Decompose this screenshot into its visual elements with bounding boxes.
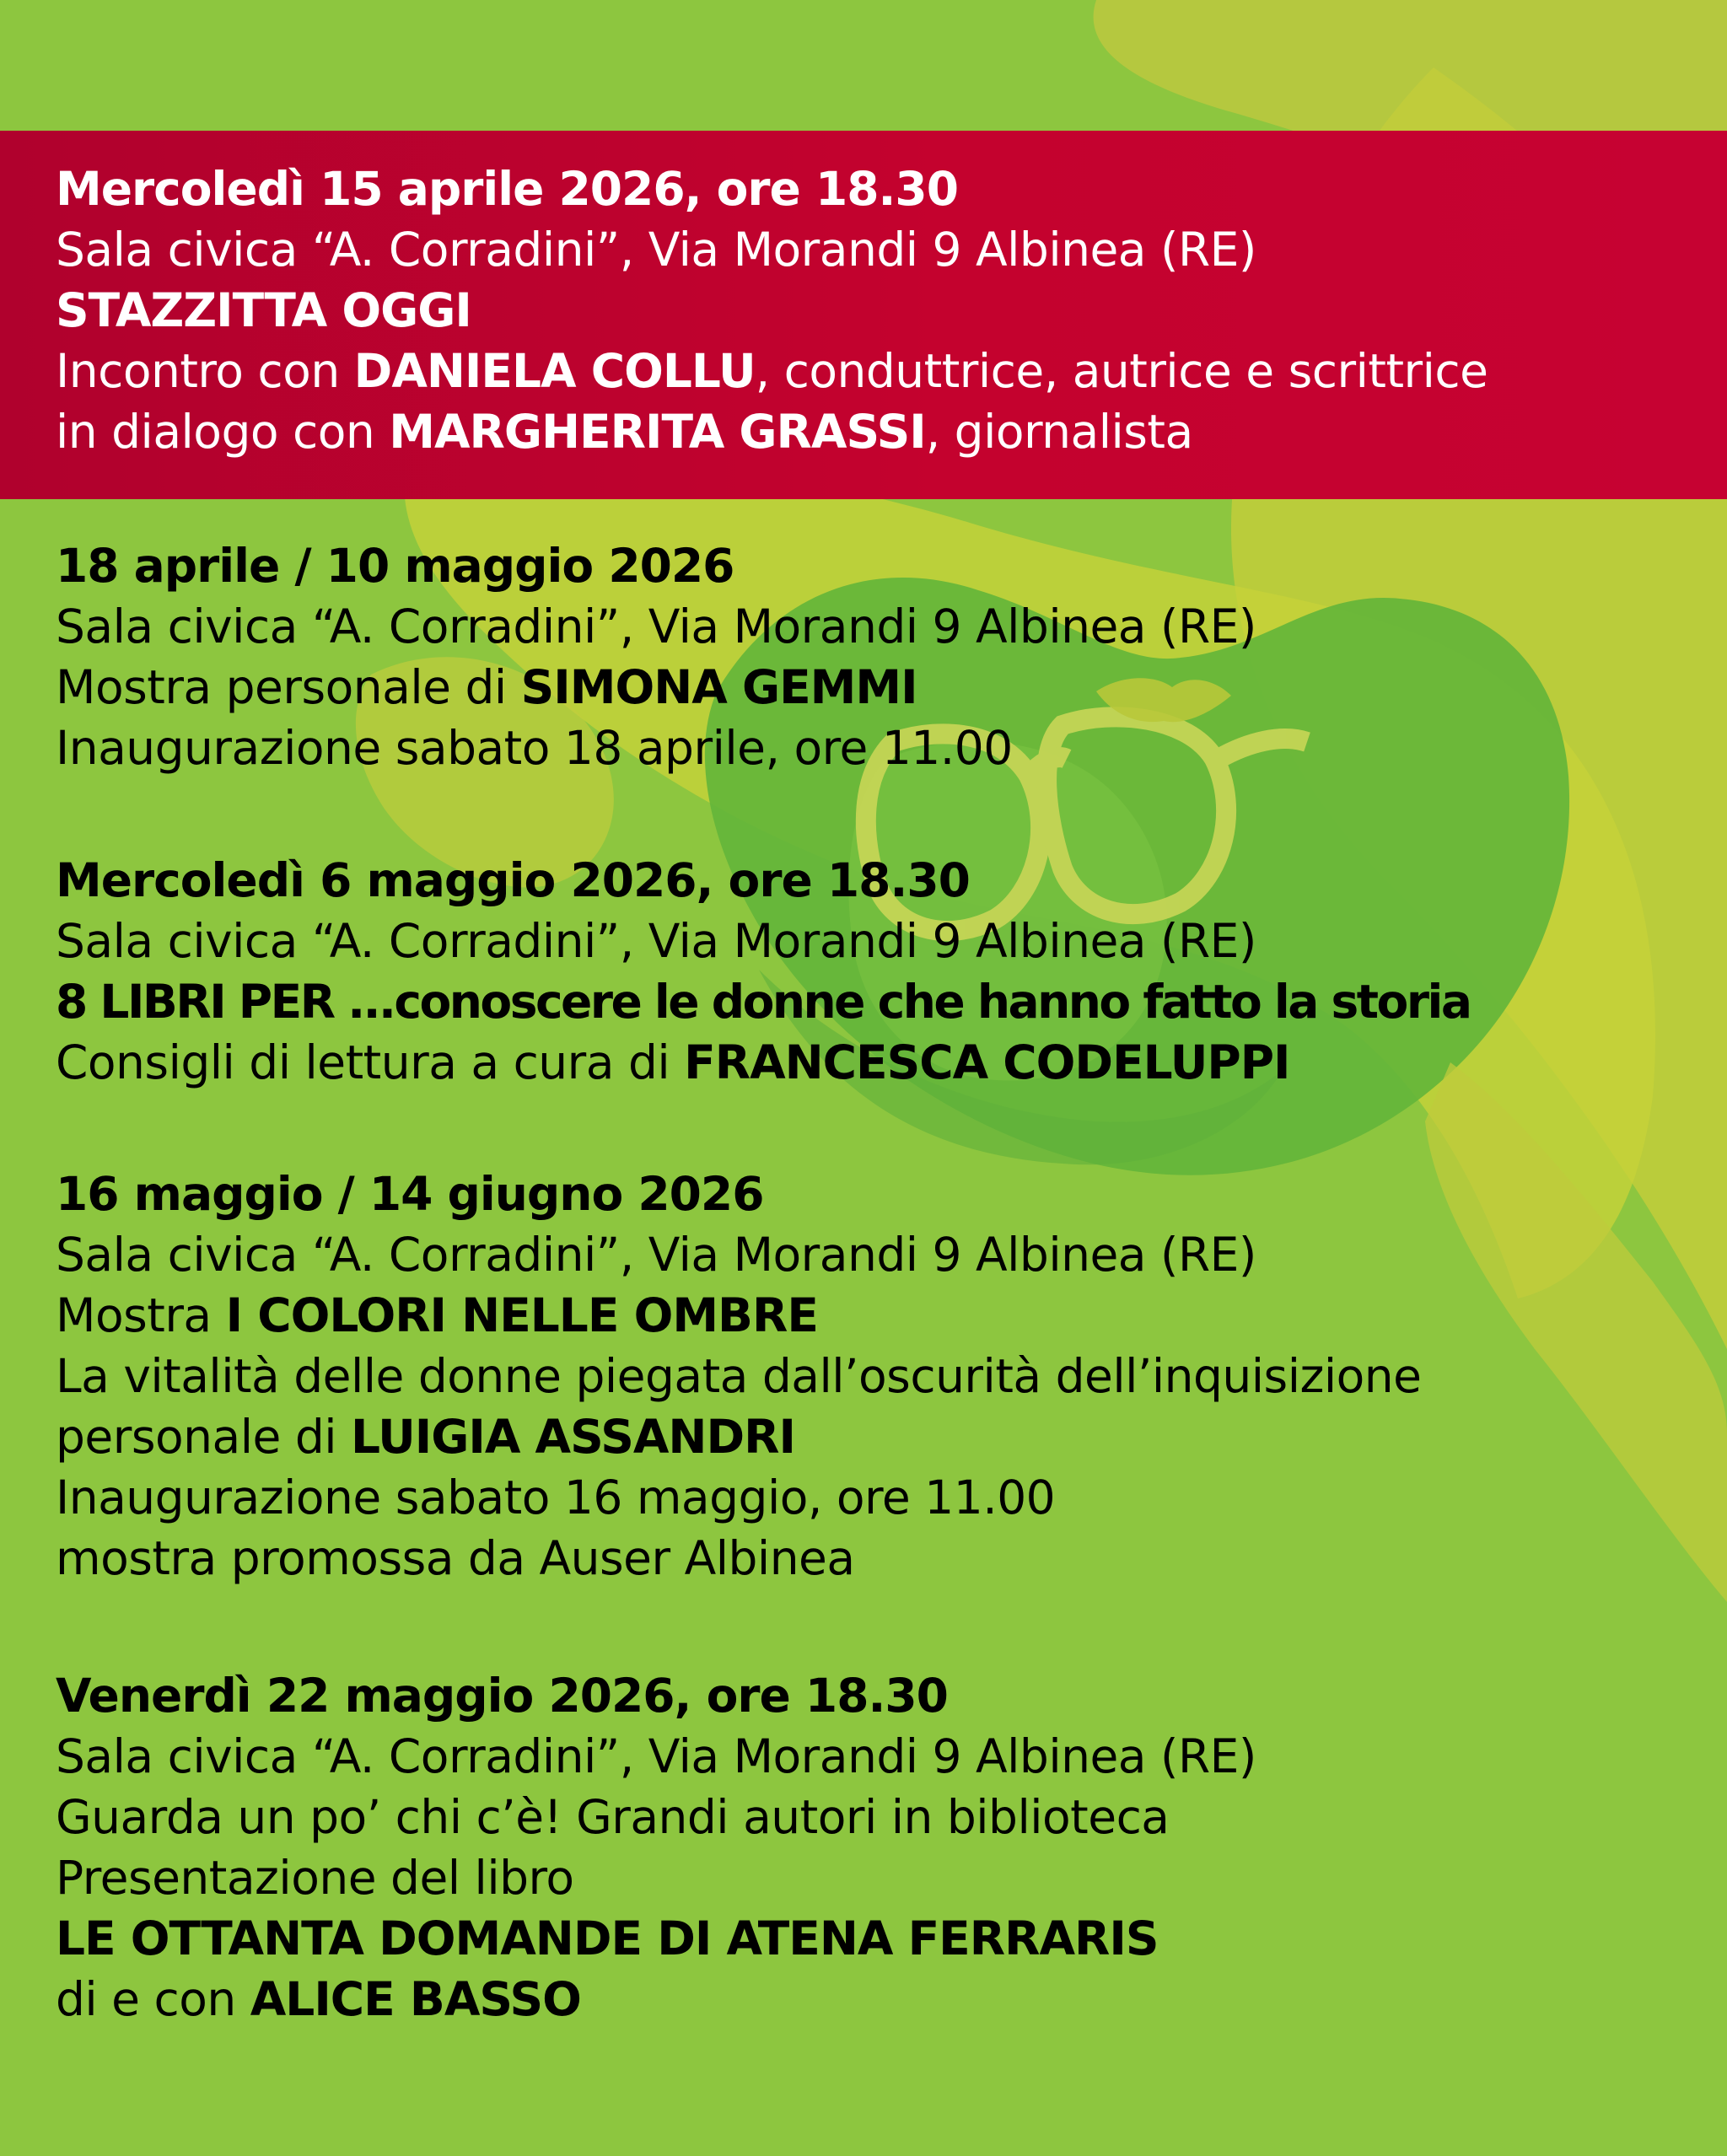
description-text: , giornalista bbox=[925, 405, 1193, 459]
event-description bbox=[56, 1969, 1708, 2030]
event-description: Presentazione del libro bbox=[56, 1851, 574, 1905]
event-opening: Inaugurazione sabato 16 maggio, ore 11.00 bbox=[56, 1470, 1056, 1524]
description-text: , conduttrice, autrice e scrittrice bbox=[755, 344, 1488, 398]
event-description bbox=[56, 341, 1708, 401]
event-date: Venerdì 22 maggio 2026, ore 18.30 bbox=[56, 1669, 948, 1723]
event-item-stazzitta-oggi bbox=[56, 159, 1708, 462]
event-description bbox=[56, 401, 1708, 462]
description-text: personale di bbox=[56, 1410, 352, 1464]
description-text: in dialogo con bbox=[56, 405, 390, 459]
event-date: 18 aprile / 10 maggio 2026 bbox=[56, 539, 734, 593]
event-date: Mercoledì 15 aprile 2026, ore 18.30 bbox=[56, 162, 958, 216]
exhibition-title: I COLORI NELLE OMBRE bbox=[225, 1288, 818, 1342]
event-venue: Sala civica “A. Corradini”, Via Morandi 9 Albinea (RE) bbox=[56, 914, 1256, 968]
event-title: STAZZITTA OGGI bbox=[56, 283, 471, 337]
event-series: Guarda un po’ chi c’è! Grandi autori in biblioteca bbox=[56, 1790, 1170, 1844]
description-text: Mostra bbox=[56, 1288, 226, 1342]
event-item-8-libri bbox=[56, 850, 1708, 1093]
curator-name: FRANCESCA CODELUPPI bbox=[684, 1035, 1290, 1089]
event-item-alice-basso bbox=[56, 1665, 1708, 2030]
event-subtitle: La vitalità delle donne piegata dall’oscurità dell’inquisizione bbox=[56, 1349, 1422, 1403]
event-item-simona-gemmi bbox=[56, 535, 1708, 778]
event-description bbox=[56, 1285, 1708, 1346]
artist-name: SIMONA GEMMI bbox=[520, 660, 917, 714]
event-description bbox=[56, 657, 1708, 718]
artist-name: LUIGIA ASSANDRI bbox=[351, 1410, 795, 1464]
event-date: 16 maggio / 14 giugno 2026 bbox=[56, 1167, 764, 1221]
event-title: 8 LIBRI PER ...conoscere le donne che hanno fatto la storia bbox=[56, 975, 1471, 1029]
description-text: di e con bbox=[56, 1972, 250, 2026]
event-description bbox=[56, 1032, 1708, 1093]
author-name: ALICE BASSO bbox=[250, 1972, 581, 2026]
event-venue: Sala civica “A. Corradini”, Via Morandi 9 Albinea (RE) bbox=[56, 1228, 1256, 1282]
guest-name: MARGHERITA GRASSI bbox=[389, 405, 926, 459]
event-item-colori-nelle-ombre bbox=[56, 1164, 1708, 1589]
guest-name: DANIELA COLLU bbox=[353, 344, 756, 398]
description-text: Consigli di lettura a cura di bbox=[56, 1035, 685, 1089]
event-promoter: mostra promossa da Auser Albinea bbox=[56, 1531, 855, 1585]
event-venue: Sala civica “A. Corradini”, Via Morandi 9 Albinea (RE) bbox=[56, 599, 1256, 653]
event-opening: Inaugurazione sabato 18 aprile, ore 11.00 bbox=[56, 721, 1013, 775]
event-venue: Sala civica “A. Corradini”, Via Morandi 9 Albinea (RE) bbox=[56, 223, 1256, 277]
event-venue: Sala civica “A. Corradini”, Via Morandi 9 Albinea (RE) bbox=[56, 1729, 1256, 1783]
description-text: Incontro con bbox=[56, 344, 354, 398]
event-description bbox=[56, 1406, 1708, 1467]
event-date: Mercoledì 6 maggio 2026, ore 18.30 bbox=[56, 853, 970, 907]
description-text: Mostra personale di bbox=[56, 660, 521, 714]
book-title: LE OTTANTA DOMANDE DI ATENA FERRARIS bbox=[56, 1911, 1159, 1965]
